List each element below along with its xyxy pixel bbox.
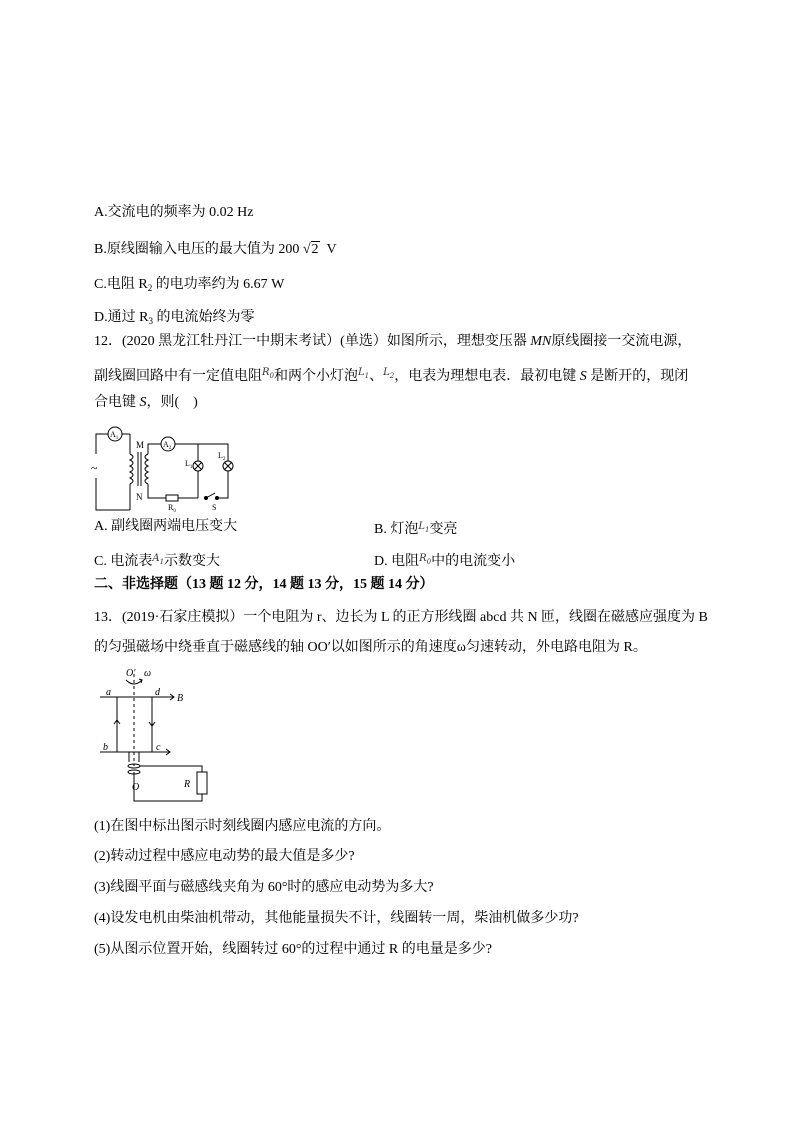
q11-option-c-sub: 2 xyxy=(147,283,153,293)
corner-d-label: d xyxy=(155,687,160,698)
section-heading: 二、非选择题（13 题 12 分，14 题 13 分，15 题 14 分） xyxy=(94,577,434,592)
lamp-l1-label: $L_1$ xyxy=(185,459,193,470)
q13-stem-line1: 13．(2019·石家庄模拟）一个电阻为 r、边长为 L 的正方形线圈 abcd 共 N 匝，线圈在磁感应强度为 B xyxy=(94,610,708,625)
meter-a2-label: $A_2$ xyxy=(163,440,172,451)
corner-a-label: a xyxy=(106,687,111,698)
axis-o-label: O xyxy=(132,782,140,793)
sqrt-radicand: 2 xyxy=(311,242,319,257)
q12-mn: MN xyxy=(530,334,552,349)
q12-line2-d: 是断开的，现闭 xyxy=(586,369,689,384)
axis-o-prime-label: O′ xyxy=(126,668,136,679)
transformer-circuit-diagram xyxy=(88,424,240,514)
q12-option-d-pre: D. 电阻 xyxy=(374,554,420,569)
q12-option-c-post: 示数变大 xyxy=(164,554,221,569)
q12-option-b-sub: 1 xyxy=(424,526,430,534)
q12-option-b-pre: B. 灯泡 xyxy=(374,522,419,537)
q13-sub5: (5)从图示位置开始，线圈转过 60°的过程中通过 R 的电量是多少? xyxy=(94,942,492,957)
q12-line1-post: 原线圈接一交流电源， xyxy=(551,334,692,349)
q12-l2-symbol xyxy=(383,367,394,378)
q12-l1-sub: 1 xyxy=(364,372,370,380)
meter-a1-label: $A_1$ xyxy=(110,430,119,441)
q12-line2-c: ，电表为理想电表．最初电键 xyxy=(394,369,580,384)
resistor-r-label: R xyxy=(184,779,191,790)
q12-option-d-r0 xyxy=(419,553,431,564)
switch-s-label: S xyxy=(212,503,217,512)
q12-option-c-pre: C. 电流表 xyxy=(94,554,153,569)
q11-option-d-post: 的电流始终为零 xyxy=(152,310,255,325)
lamp-l2-label: $L_2$ xyxy=(218,451,226,462)
q11-option-c-pre: C.电阻 R xyxy=(94,277,148,292)
sqrt-symbol: √2 xyxy=(302,242,319,257)
q12-l2-sub: 2 xyxy=(389,372,395,380)
q12-line3-a: 合电键 xyxy=(94,395,140,410)
q12-option-d-post: 中的电流变小 xyxy=(431,554,516,569)
terminal-n-label: N xyxy=(136,492,143,502)
q12-option-c-a1 xyxy=(152,553,164,564)
q12-line2-b: 和两个小灯泡 xyxy=(274,369,358,384)
q13-sub2: (2)转动过程中感应电动势的最大值是多少? xyxy=(94,849,355,864)
q12-option-c-a: A xyxy=(152,553,160,564)
omega-label: ω xyxy=(144,668,152,679)
q11-option-b xyxy=(94,241,337,259)
q12-option-d-r: R xyxy=(419,553,427,564)
q13-sub1: (1)在图中标出图示时刻线圈内感应电流的方向。 xyxy=(94,819,391,834)
q12-option-a: A. 副线圈两端电压变大 xyxy=(94,519,238,534)
q12-l2-letter: L xyxy=(383,367,390,378)
q12-sep: 、 xyxy=(369,369,384,384)
corner-c-label: c xyxy=(156,742,161,753)
q12-stem-line2 xyxy=(94,364,688,386)
q12-stem-line1 xyxy=(94,333,691,351)
field-b-label: B xyxy=(177,693,184,704)
q12-option-b xyxy=(374,518,457,539)
q12-option-d xyxy=(374,550,515,571)
q12-l1-letter: L xyxy=(358,367,365,378)
q12-option-c-sub: 1 xyxy=(159,558,165,566)
q12-line3-b: ，则( ) xyxy=(146,395,198,410)
q12-stem-line3 xyxy=(94,394,198,412)
q13-stem-line2: 的匀强磁场中绕垂直于磁感线的轴 OO′以如图所示的角速度ω匀速转动，外电路电阻为 R。 xyxy=(94,640,647,655)
q11-option-c xyxy=(94,276,284,294)
resistor-r0-label: $R_0$ xyxy=(168,503,176,514)
ac-source-symbol: ~ xyxy=(91,461,98,475)
q11-option-c-post: 的电功率约为 6.67 W xyxy=(152,277,285,292)
q11-option-d-sub: 3 xyxy=(148,316,153,326)
q13-sub4: (4)设发电机由柴油机带动，其他能量损失不计，线圈转一周，柴油机做多少功? xyxy=(94,911,579,926)
q12-line1-pre: 12．(2020 黑龙江牡丹江一中期末考试）(单选）如图所示，理想变压器 xyxy=(94,334,531,349)
q12-option-b-l1 xyxy=(418,521,429,532)
q12-option-b-l: L xyxy=(418,521,425,532)
q12-option-b-post: 变亮 xyxy=(429,522,458,537)
q11-option-a: A.交流电的频率为 0.02 Hz xyxy=(94,205,254,220)
q12-r0-sub: 0 xyxy=(269,372,274,380)
q12-l1-symbol xyxy=(358,367,369,378)
corner-b-label: b xyxy=(103,742,108,753)
terminal-m-label: M xyxy=(136,440,145,450)
q12-option-c xyxy=(94,550,220,571)
q11-option-b-text: B.原线圈输入电压的最大值为 200 xyxy=(94,242,300,257)
q12-option-d-sub: 0 xyxy=(426,558,432,566)
rotating-coil-diagram xyxy=(98,666,228,804)
q12-line2-a: 副线圈回路中有一定值电阻 xyxy=(94,369,262,384)
q12-s: S xyxy=(579,369,587,384)
q11-option-d xyxy=(94,309,254,327)
q12-r0-symbol xyxy=(262,367,274,378)
q13-sub3: (3)线圈平面与磁感线夹角为 60°时的感应电动势为多大? xyxy=(94,880,434,895)
q12-r0-letter: R xyxy=(262,367,270,378)
q11-option-b-unit: V xyxy=(326,242,337,257)
q11-option-d-pre: D.通过 R xyxy=(94,310,149,325)
q12-s2: S xyxy=(139,395,147,410)
